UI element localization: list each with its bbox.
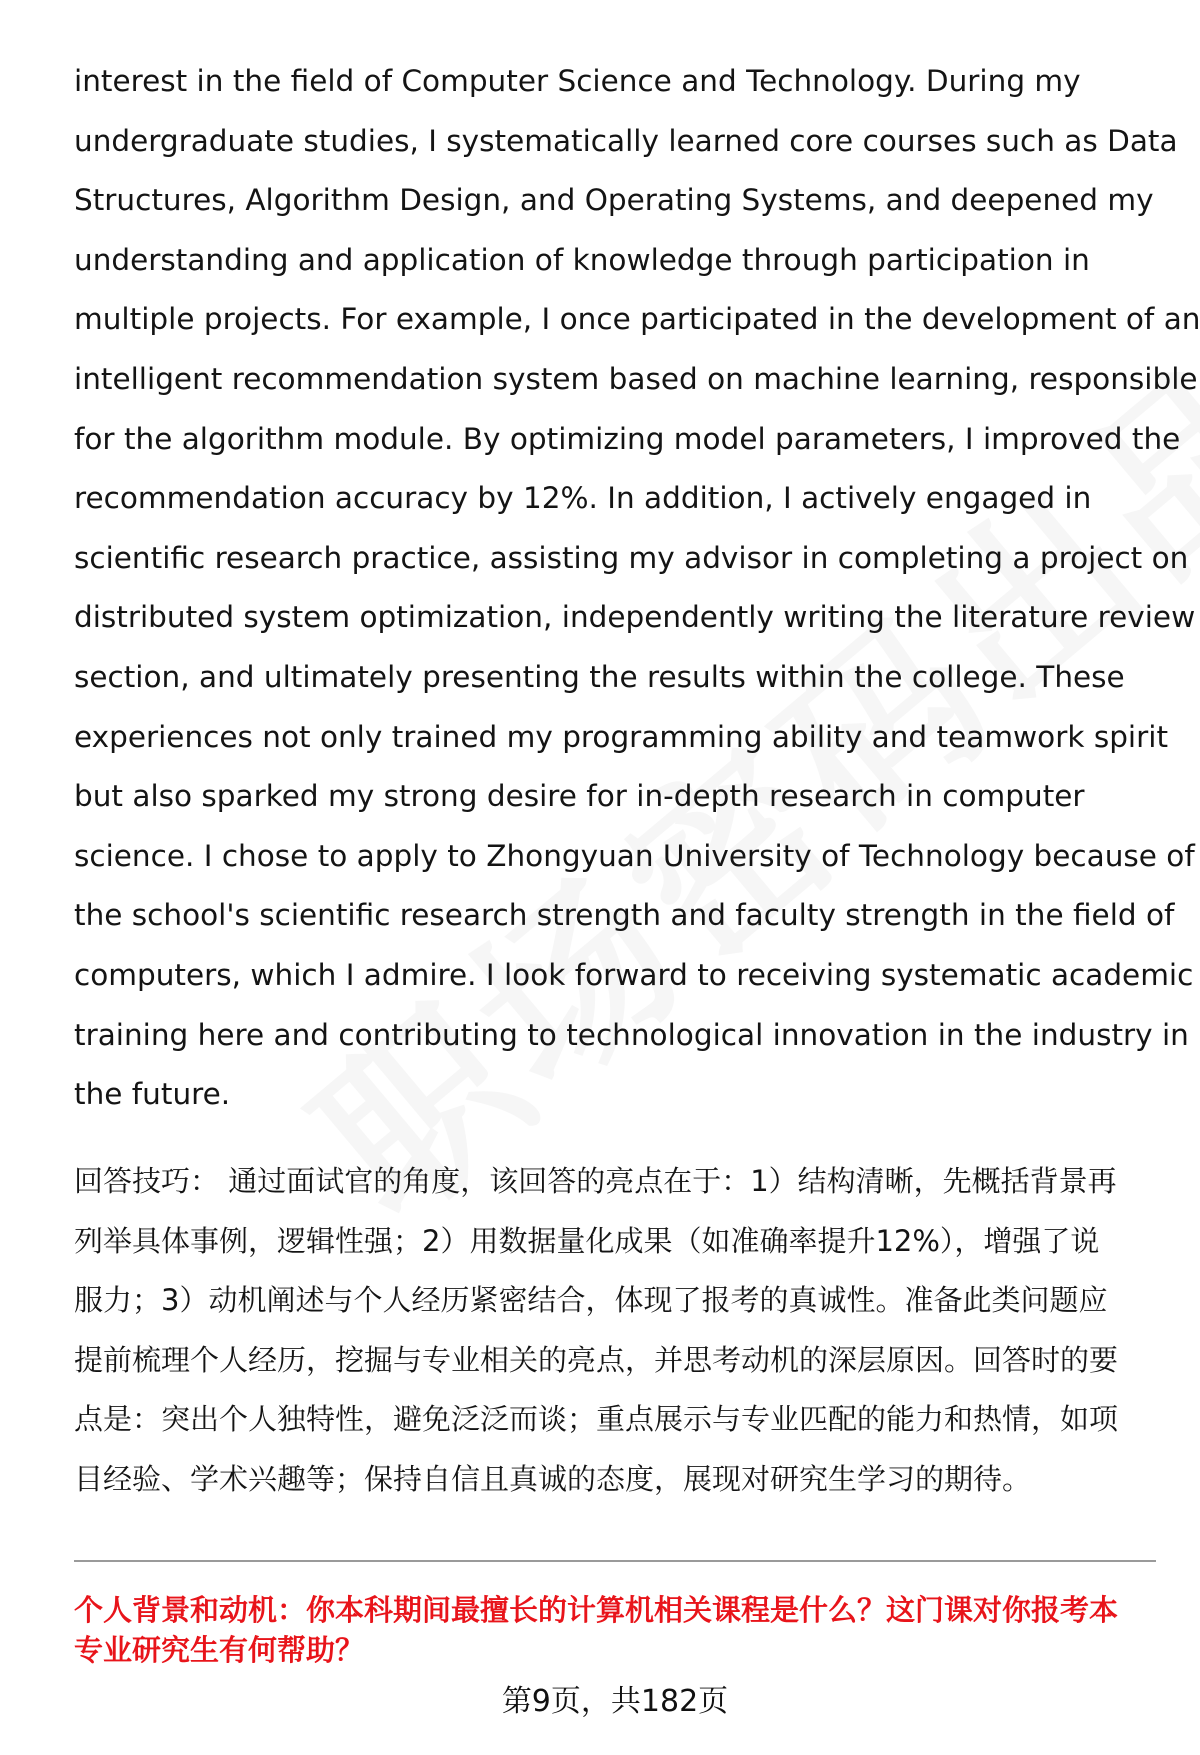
answer-line: experiences not only trained my programming ability and teamwork spirit	[74, 719, 1169, 754]
answer-line: computers, which I admire. I look forward to receiving systematic academic	[74, 957, 1194, 992]
tips-line: 提前梳理个人经历，挖掘与专业相关的亮点，并思考动机的深层原因。回答时的要	[74, 1342, 1119, 1377]
answer-line: interest in the field of Computer Science and Technology. During my	[74, 64, 1081, 98]
answer-line: undergraduate studies, I systematically learned core courses such as Data	[74, 123, 1178, 158]
next-question-heading	[74, 1590, 1164, 1670]
tips-line: 服力；3）动机阐述与个人经历紧密结合，体现了报考的真诚性。准备此类问题应	[74, 1283, 1108, 1318]
tips-line: 点是：突出个人独特性，避免泛泛而谈；重点展示与专业匹配的能力和热情，如项	[74, 1402, 1119, 1437]
tips-line: 列举具体事例，逻辑性强；2）用数据量化成果（如准确率提升12%），增强了说	[74, 1223, 1100, 1258]
answer-line: but also sparked my strong desire for in-depth research in computer	[74, 779, 1085, 814]
answer-line: the future.	[74, 1077, 231, 1112]
answer-line: distributed system optimization, independently writing the literature review	[74, 600, 1196, 635]
answer-line: Structures, Algorithm Design, and Operating Systems, and deepened my	[74, 183, 1154, 218]
answer-line: intelligent recommendation system based on machine learning, responsible	[74, 361, 1198, 396]
section-divider	[74, 1560, 1156, 1562]
answer-paragraph	[74, 52, 1200, 1125]
tips-line: 目经验、学术兴趣等；保持自信且真诚的态度，展现对研究生学习的期待。	[74, 1461, 1032, 1496]
page-number: 第9页，共182页	[501, 1684, 729, 1719]
answer-line: for the algorithm module. By optimizing model parameters, I improved the	[74, 421, 1181, 456]
answer-tips	[74, 1152, 1164, 1510]
question-line: 专业研究生有何帮助？	[74, 1633, 365, 1667]
answer-line: science. I chose to apply to Zhongyuan University of Technology because of	[74, 838, 1195, 873]
answer-line: section, and ultimately presenting the results within the college. These	[74, 659, 1125, 694]
answer-line: the school's scientific research strength and faculty strength in the field of	[74, 898, 1175, 933]
answer-line: scientific research practice, assisting my advisor in completing a project on	[74, 540, 1189, 575]
tips-line: 回答技巧： 通过面试官的角度，该回答的亮点在于：1）结构清晰，先概括背景再	[74, 1164, 1117, 1198]
answer-line: training here and contributing to technological innovation in the industry in	[74, 1017, 1189, 1052]
answer-line: recommendation accuracy by 12%. In addition, I actively engaged in	[74, 481, 1092, 516]
answer-line: multiple projects. For example, I once participated in the development of an	[74, 302, 1200, 337]
question-line: 个人背景和动机：你本科期间最擅长的计算机相关课程是什么？这门课对你报考本	[74, 1593, 1119, 1627]
answer-line: understanding and application of knowledge through participation in	[74, 242, 1090, 277]
